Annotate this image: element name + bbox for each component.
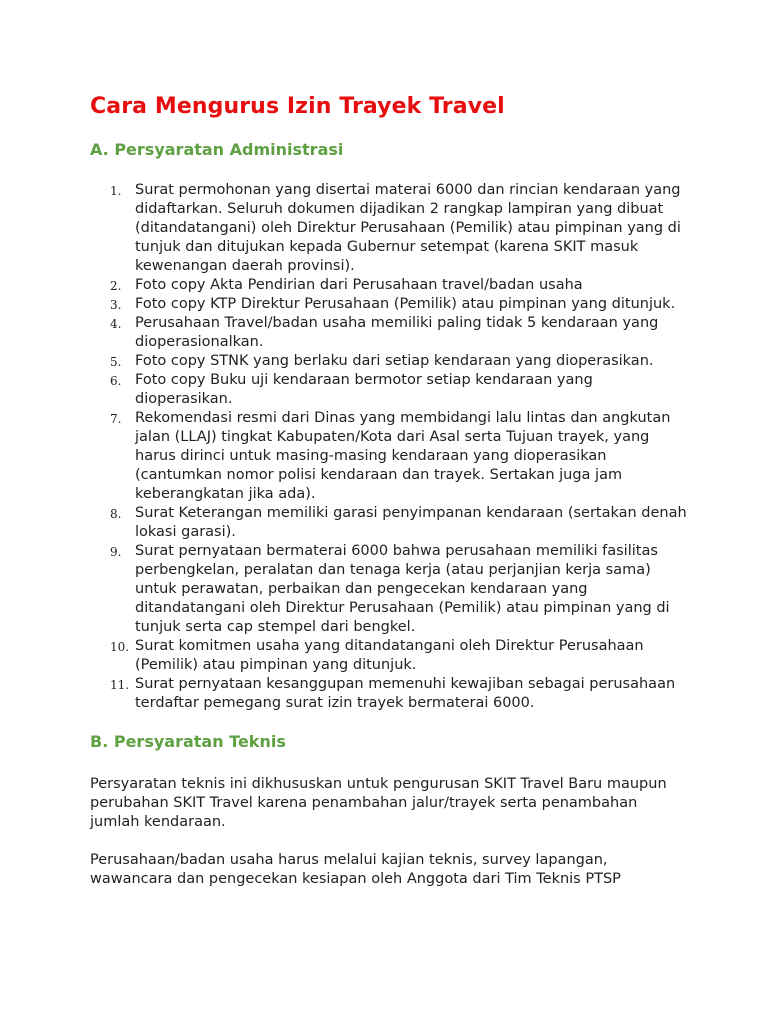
list-item (90, 295, 690, 314)
list-item (90, 637, 690, 675)
list-item (90, 371, 690, 409)
list-item-number: 6. (110, 374, 122, 388)
list-item-text: Foto copy STNK yang berlaku dari setiap kendaraan yang dioperasikan. (135, 353, 654, 369)
list-item-text: Surat permohonan yang disertai materai 6000 dan rincian kendaraan yang didaftarkan. Seluruh dokumen dijadikan 2 rangkap lampiran yang dibuat (ditandatangani) oleh Direktur Perusahaan (Pemilik) atau pimpinan yang di tunjuk dan ditujukan kepada Gubernur setempat (karena SKIT masuk kewenangan daerah provinsi). (135, 182, 681, 274)
list-item (90, 675, 690, 713)
section-heading-administrasi: A. Persyaratan Administrasi (90, 140, 344, 159)
list-item-number: 1. (110, 184, 122, 198)
list-item-text: Foto copy KTP Direktur Perusahaan (Pemilik) atau pimpinan yang ditunjuk. (135, 296, 676, 312)
list-item (90, 276, 690, 295)
list-item-text: Perusahaan Travel/badan usaha memiliki paling tidak 5 kendaraan yang dioperasionalkan. (135, 315, 659, 350)
list-item (90, 409, 690, 504)
list-item-text: Foto copy Akta Pendirian dari Perusahaan travel/badan usaha (135, 277, 583, 293)
list-item-number: 9. (110, 545, 122, 559)
list-item-number: 4. (110, 317, 122, 331)
list-item-number: 11. (110, 678, 130, 692)
page-title: Cara Mengurus Izin Trayek Travel (90, 94, 505, 119)
list-item (90, 542, 690, 637)
requirements-list (90, 181, 690, 713)
list-item-text: Surat Keterangan memiliki garasi penyimpanan kendaraan (sertakan denah lokasi garasi). (135, 505, 687, 540)
list-item-number: 5. (110, 355, 122, 369)
list-item (90, 504, 690, 542)
list-item-number: 10. (110, 640, 130, 654)
document-page (90, 92, 690, 889)
list-item-number: 3. (110, 298, 122, 312)
list-item-text: Surat komitmen usaha yang ditandatangani oleh Direktur Perusahaan (Pemilik) atau pimpinan yang ditunjuk. (135, 638, 644, 673)
list-item-text: Rekomendasi resmi dari Dinas yang membidangi lalu lintas dan angkutan jalan (LLAJ) tingkat Kabupaten/Kota dari Asal serta Tujuan trayek, yang harus dirinci untuk masing-masing kendaraan yang dioperasikan (cantumkan nomor polisi kendaraan dan trayek. Sertakan juga jam keberangkatan jika ada). (135, 410, 671, 502)
list-item (90, 181, 690, 276)
list-item (90, 314, 690, 352)
paragraph-teknis-intro: Persyaratan teknis ini dikhususkan untuk pengurusan SKIT Travel Baru maupun perubahan SKIT Travel karena penambahan jalur/trayek serta penambahan jumlah kendaraan. (90, 776, 667, 830)
list-item-number: 8. (110, 507, 122, 521)
list-item-number: 7. (110, 412, 122, 426)
list-item-text: Foto copy Buku uji kendaraan bermotor setiap kendaraan yang dioperasikan. (135, 372, 593, 407)
list-item (90, 352, 690, 371)
list-item-number: 2. (110, 279, 122, 293)
list-item-text: Surat pernyataan kesanggupan memenuhi kewajiban sebagai perusahaan terdaftar pemegang surat izin trayek bermaterai 6000. (135, 676, 676, 711)
section-heading-teknis: B. Persyaratan Teknis (90, 732, 286, 751)
list-item-text: Surat pernyataan bermaterai 6000 bahwa perusahaan memiliki fasilitas perbengkelan, peralatan dan tenaga kerja (atau perjanjian kerja sama) untuk perawatan, perbaikan dan pengecekan kendaraan yang ditandatangani oleh Direktur Perusahaan (Pemilik) atau pimpinan yang di tunjuk serta cap stempel dari bengkel. (135, 543, 670, 635)
paragraph-teknis-kajian: Perusahaan/badan usaha harus melalui kajian teknis, survey lapangan, wawancara dan pengecekan kesiapan oleh Anggota dari Tim Teknis PTSP (90, 852, 621, 887)
